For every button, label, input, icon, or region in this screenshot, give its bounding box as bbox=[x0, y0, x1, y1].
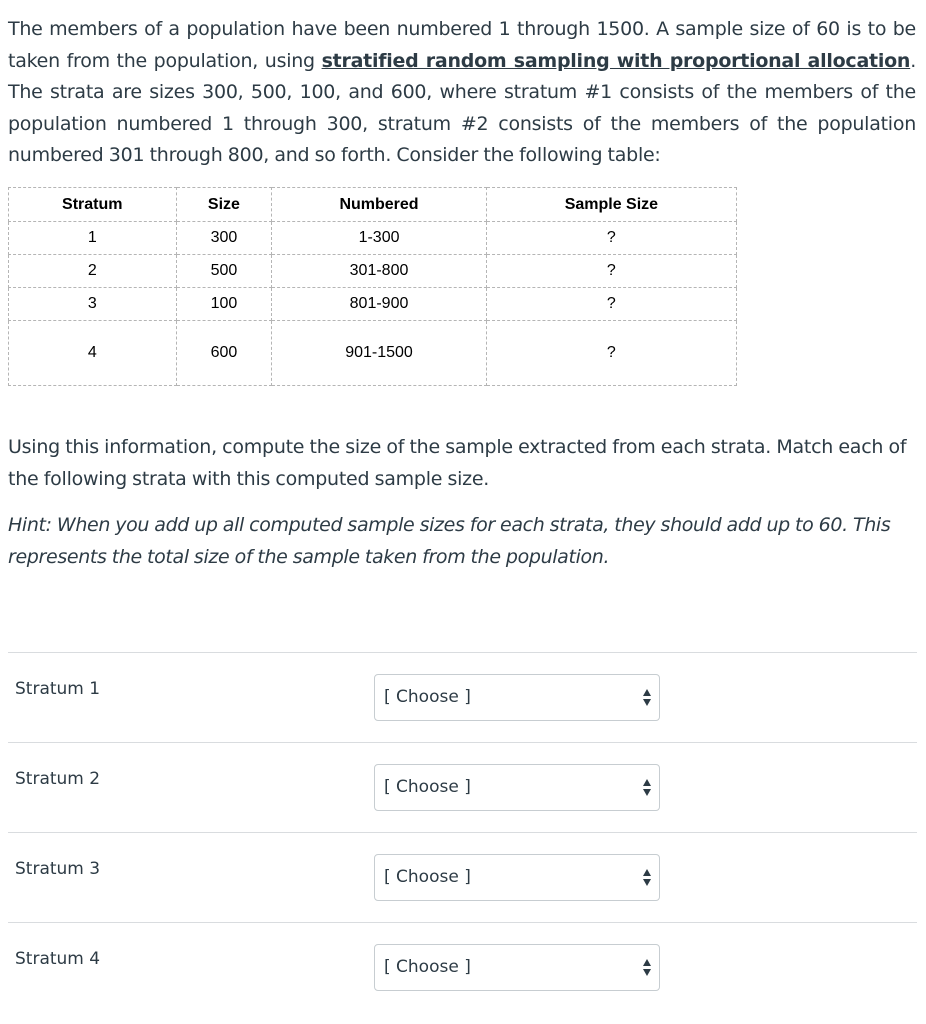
cell-stratum: 4 bbox=[9, 321, 177, 386]
select-arrows-icon bbox=[643, 959, 651, 977]
select-value: [ Choose ] bbox=[384, 957, 471, 977]
question-text bbox=[8, 14, 916, 172]
table-header-row bbox=[9, 188, 737, 222]
header-numbered: Numbered bbox=[272, 188, 486, 222]
cell-size: 600 bbox=[176, 321, 272, 386]
match-row-stratum-2 bbox=[8, 742, 917, 833]
match-label: Stratum 1 bbox=[15, 679, 101, 699]
match-row-stratum-4 bbox=[8, 922, 917, 1013]
cell-size: 500 bbox=[176, 255, 272, 288]
match-label: Stratum 4 bbox=[15, 949, 101, 969]
select-arrows-icon bbox=[643, 779, 651, 797]
header-sample-size: Sample Size bbox=[486, 188, 736, 222]
match-label: Stratum 2 bbox=[15, 769, 101, 789]
cell-size: 300 bbox=[176, 222, 272, 255]
select-value: [ Choose ] bbox=[384, 777, 471, 797]
cell-sample-size: ? bbox=[486, 255, 736, 288]
table-row bbox=[9, 288, 737, 321]
select-value: [ Choose ] bbox=[384, 867, 471, 887]
table-row bbox=[9, 255, 737, 288]
hint-text: Hint: When you add up all computed sample sizes for each strata, they should add up to 60. This represents the total size of the sample taken from the population. bbox=[8, 514, 891, 568]
table-row bbox=[9, 222, 737, 255]
match-row-stratum-3 bbox=[8, 832, 917, 923]
question-emphasis: stratified random sampling with proportional allocation bbox=[321, 49, 911, 72]
cell-numbered: 1-300 bbox=[272, 222, 486, 255]
question-text-part1: The members of a population have been numbered 1 through 1500. A sample size of 60 is to be taken from the population, using bbox=[8, 18, 916, 72]
cell-numbered: 901-1500 bbox=[272, 321, 486, 386]
select-value: [ Choose ] bbox=[384, 687, 471, 707]
cell-sample-size: ? bbox=[486, 222, 736, 255]
question-text-part2: . The strata are sizes 300, 500, 100, and 600, where stratum #1 consists of the members of the population numbered 1 through 300, stratum #2 consists of the members of the population numbered 301 through 800, and so forth. Consider the following table: bbox=[8, 49, 916, 166]
header-stratum: Stratum bbox=[9, 188, 177, 222]
cell-stratum: 3 bbox=[9, 288, 177, 321]
stratum-4-select[interactable] bbox=[374, 944, 660, 991]
stratum-2-select[interactable] bbox=[374, 764, 660, 811]
stratum-3-select[interactable] bbox=[374, 854, 660, 901]
strata-table bbox=[8, 187, 737, 386]
table-row bbox=[9, 321, 737, 386]
instructions-text: Using this information, compute the size of the sample extracted from each strata. Match each of the following strata with this computed sample size. bbox=[8, 436, 907, 490]
select-arrows-icon bbox=[643, 689, 651, 707]
match-row-stratum-1 bbox=[8, 652, 917, 743]
cell-numbered: 301-800 bbox=[272, 255, 486, 288]
select-arrows-icon bbox=[643, 869, 651, 887]
match-label: Stratum 3 bbox=[15, 859, 101, 879]
cell-stratum: 2 bbox=[9, 255, 177, 288]
cell-sample-size: ? bbox=[486, 288, 736, 321]
stratum-1-select[interactable] bbox=[374, 674, 660, 721]
cell-size: 100 bbox=[176, 288, 272, 321]
cell-stratum: 1 bbox=[9, 222, 177, 255]
cell-sample-size: ? bbox=[486, 321, 736, 386]
header-size: Size bbox=[176, 188, 272, 222]
cell-numbered: 801-900 bbox=[272, 288, 486, 321]
